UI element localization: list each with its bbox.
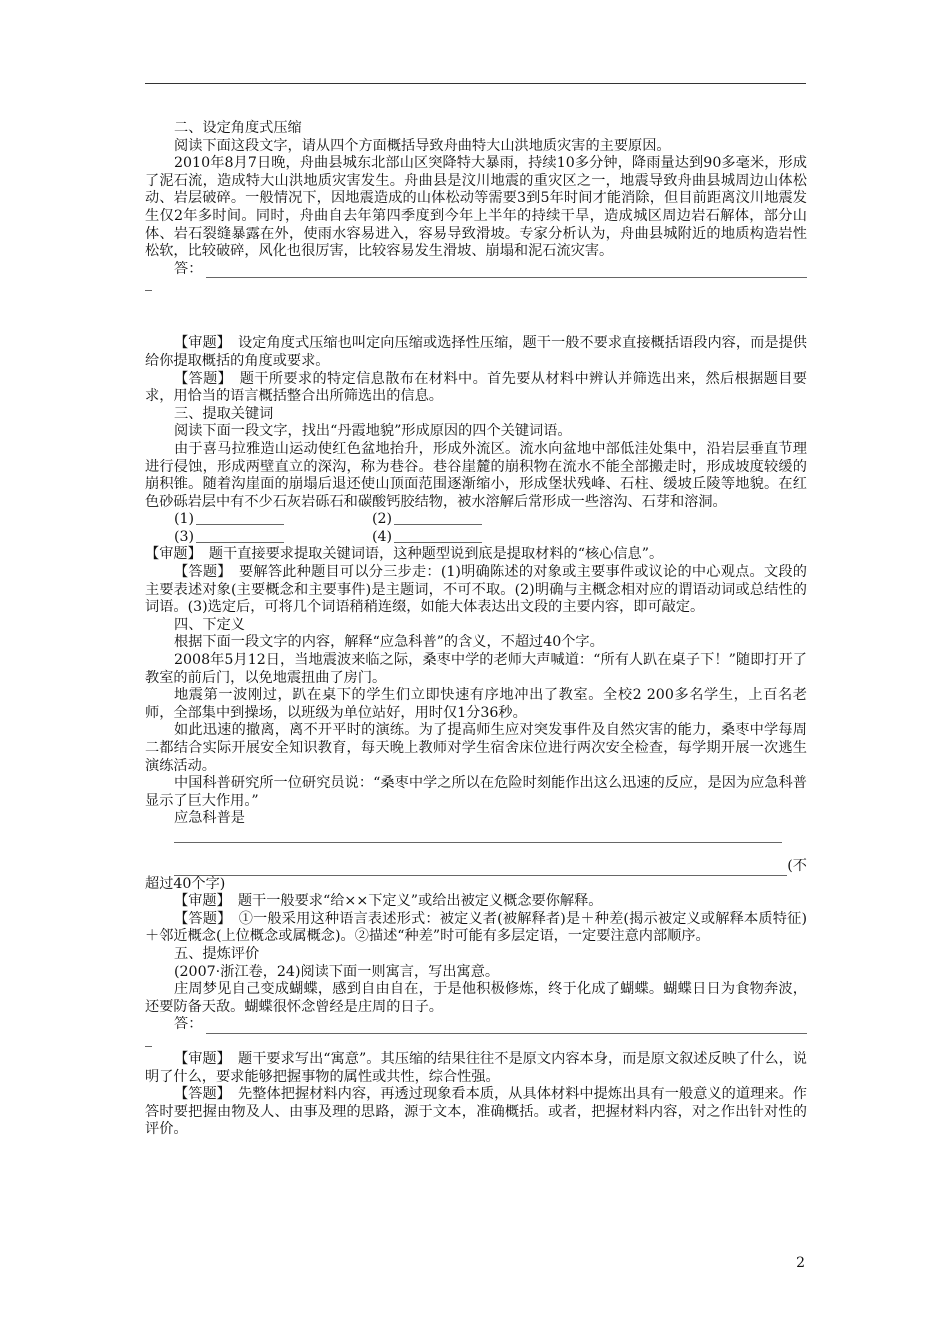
answer-lead: 应急科普是 [174, 810, 245, 827]
blank-line[interactable] [394, 511, 482, 525]
shenti-tag: 【审题】 [174, 893, 224, 910]
dati-tag: 【答题】 [174, 564, 225, 581]
question-prompt: 阅读下面一段文字，找出“丹霞地貌”形成原因的四个关键词语。 [174, 423, 572, 440]
analysis-paragraph [145, 1051, 807, 1086]
shenti-tag: 【审题】 [174, 1050, 224, 1067]
answer-line[interactable] [206, 1020, 807, 1034]
dati-text: 先整体把握材料内容，再透过现象看本质，从具体材料中提炼出具有一般意义的道理来。作答时要把握由物及人、由事及理的思路，源于文本，准确概括。或者，把握材料内容，对之作出针对性的评价。 [145, 1086, 807, 1138]
answer-line-continuation [145, 1046, 152, 1047]
answer-label: 答： [174, 1016, 203, 1033]
dati-text: 题干所要求的特定信息散布在材料中。首先要从材料中辨认并筛选出来，然后根据题目要求，用恰当的语言概括整合出所筛选出的信息。 [145, 370, 807, 405]
passage-paragraph: 中国科普研究所一位研究员说：“桑枣中学之所以在危险时刻能作出这么迅速的反应，是因为应急科普显示了巨大作用。” [145, 775, 807, 809]
analysis-paragraph [145, 335, 807, 370]
blank-label: (2) [372, 511, 393, 528]
passage-paragraph: 如此迅速的撤离，离不开平时的演练。为了提高师生应对突发事件及自然灾害的能力，桑枣中学每周二都结合实际开展安全知识教育，每天晚上教师对学生宿舍床位进行两次安全检查，每学期开展一次逃生演练活动。 [145, 722, 807, 774]
answer-row [145, 858, 807, 876]
dati-tag: 【答题】 [174, 370, 226, 387]
shenti-text: 题干要求写出“寓意”。其压缩的结果往往不是原文内容本身，而是原文叙述反映了什么，说明了什么，要求能够把握事物的属性或共性，综合性强。 [145, 1050, 807, 1085]
answer-line[interactable] [206, 264, 807, 278]
section-heading: 四、下定义 [174, 616, 245, 633]
section-heading: 五、提炼评价 [174, 945, 260, 962]
passage-paragraph: 2008年5月12日，当地震波来临之际，桑枣中学的老师大声喊道：“所有人趴在桌子下！”随即打开了教室的前后门，以免地震扭曲了房门。 [145, 652, 807, 686]
dati-text: 要解答此种题目可以分三步走：(1)明确陈述的对象或主要事件或议论的中心观点。文段的主要表述对象(主要概念和主要事件)是主题词，不可不取。(2)明确与主概念相对应的谓语动词或总结性的词语。(3)选定后，可将几个词语稍稍连缀，如能大体表达出文段的主要内容，即可敲定。 [145, 564, 807, 616]
question-prompt: (2007·浙江卷，24)阅读下面一则寓言，写出寓意。 [174, 963, 500, 980]
answer-line[interactable] [174, 862, 787, 876]
answer-row [145, 1016, 807, 1034]
blank-row [145, 511, 807, 529]
shenti-tag: 【审题】 [174, 335, 224, 352]
question-prompt: 阅读下面这段文字，请从四个方面概括导致舟曲特大山洪地质灾害的主要原因。 [174, 137, 671, 154]
answer-row [145, 261, 807, 279]
shenti-text: 题干直接要求提取关键词语，这种题型说到底是提取材料的“核心信息”。 [208, 546, 664, 563]
header-rule [145, 83, 806, 84]
document-body [145, 120, 807, 1139]
page-number: 2 [796, 1255, 805, 1271]
dati-text: ①一般采用这种语言表述形式：被定义者(被解释者)是＋种差(揭示被定义或解释本质特征)＋邻近概念(上位概念或属概念)。②描述“种差”时可能有多层定语，一定要注意内部顺序。 [145, 910, 807, 945]
answer-method-paragraph [145, 911, 807, 946]
shenti-tag: 【审题】 [145, 546, 195, 563]
shenti-text: 题干一般要求“给××下定义”或给出被定义概念要你解释。 [237, 893, 603, 910]
answer-method-paragraph [145, 1086, 807, 1139]
blank-label: (1) [174, 511, 195, 528]
blank-line[interactable] [196, 511, 284, 525]
blank-line[interactable] [394, 529, 482, 543]
dati-tag: 【答题】 [174, 1086, 224, 1103]
analysis-paragraph [145, 893, 807, 911]
blank-line[interactable] [196, 529, 284, 543]
passage: 2010年8月7日晚，舟曲县城东北部山区突降特大暴雨，持续10多分钟，降雨量达到90多毫米，形成了泥石流，造成特大山洪地质灾害发生。舟曲县是汶川地震的重灾区之一，地震导致舟曲县城周边山体松动、岩层破碎。一般情况下，因地震造成的山体松动等需要3到5年时间才能消除，但目前距离汶川地震发生仅2年多时间。同时，舟曲自去年第四季度到今年上半年的持续干旱，造成城区周边岩石解体，部分山体、岩石裂缝暴露在外，使雨水容易进入，容易导致滑坡。专家分析认为，舟曲县城附近的地质构造岩性松软，比较破碎，风化也很厉害，比较容易发生滑坡、崩塌和泥石流灾害。 [145, 155, 807, 260]
section-heading: 二、设定角度式压缩 [174, 120, 302, 136]
section-heading: 三、提取关键词 [174, 405, 274, 422]
answer-label: 答： [174, 260, 203, 277]
shenti-text: 设定角度式压缩也叫定向压缩或选择性压缩，题干一般不要求直接概括语段内容，而是提供给你提取概括的角度或要求。 [145, 335, 807, 369]
word-limit-note-cont: 超过40个字) [145, 875, 226, 892]
blank-row [145, 529, 807, 547]
blank-label: (4) [372, 528, 393, 545]
question-prompt: 根据下面一段文字的内容，解释“应急科普”的含义，不超过40个字。 [174, 634, 604, 651]
passage-paragraph: 地震第一波刚过，趴在桌下的学生们立即快速有序地冲出了教室。全校2 200多名学生，上百名老师，全部集中到操场，以班级为单位站好，用时仅1分36秒。 [145, 687, 807, 721]
passage: 庄周梦见自己变成蝴蝶，感到自由自在，于是他积极修炼，终于化成了蝴蝶。蝴蝶日日为食物奔波，还要防备天敌。蝴蝶很怀念曾经是庄周的日子。 [145, 981, 807, 1015]
analysis-paragraph [145, 546, 807, 564]
blank-label: (3) [174, 528, 195, 545]
answer-method-paragraph [145, 564, 807, 617]
word-limit-note: (不 [787, 857, 807, 874]
answer-method-paragraph [145, 371, 807, 406]
dati-tag: 【答题】 [174, 910, 225, 927]
passage: 由于喜马拉雅造山运动使红色盆地抬升，形成外流区。流水向盆地中部低洼处集中，沿岩层垂直节理进行侵蚀，形成两壁直立的深沟，称为巷谷。巷谷崖麓的崩积物在流水不能全部搬走时，形成坡度较缓的崩积锥。随着沟崖面的崩塌后退还使山顶面范围逐渐缩小，形成堡状残峰、石柱、缓坡丘陵等地貌。在红色砂砾岩层中有不少石灰岩砾石和碳酸钙胶结物，被水溶解后常形成一些溶沟、石芽和溶洞。 [145, 440, 807, 510]
answer-line[interactable] [174, 842, 782, 843]
